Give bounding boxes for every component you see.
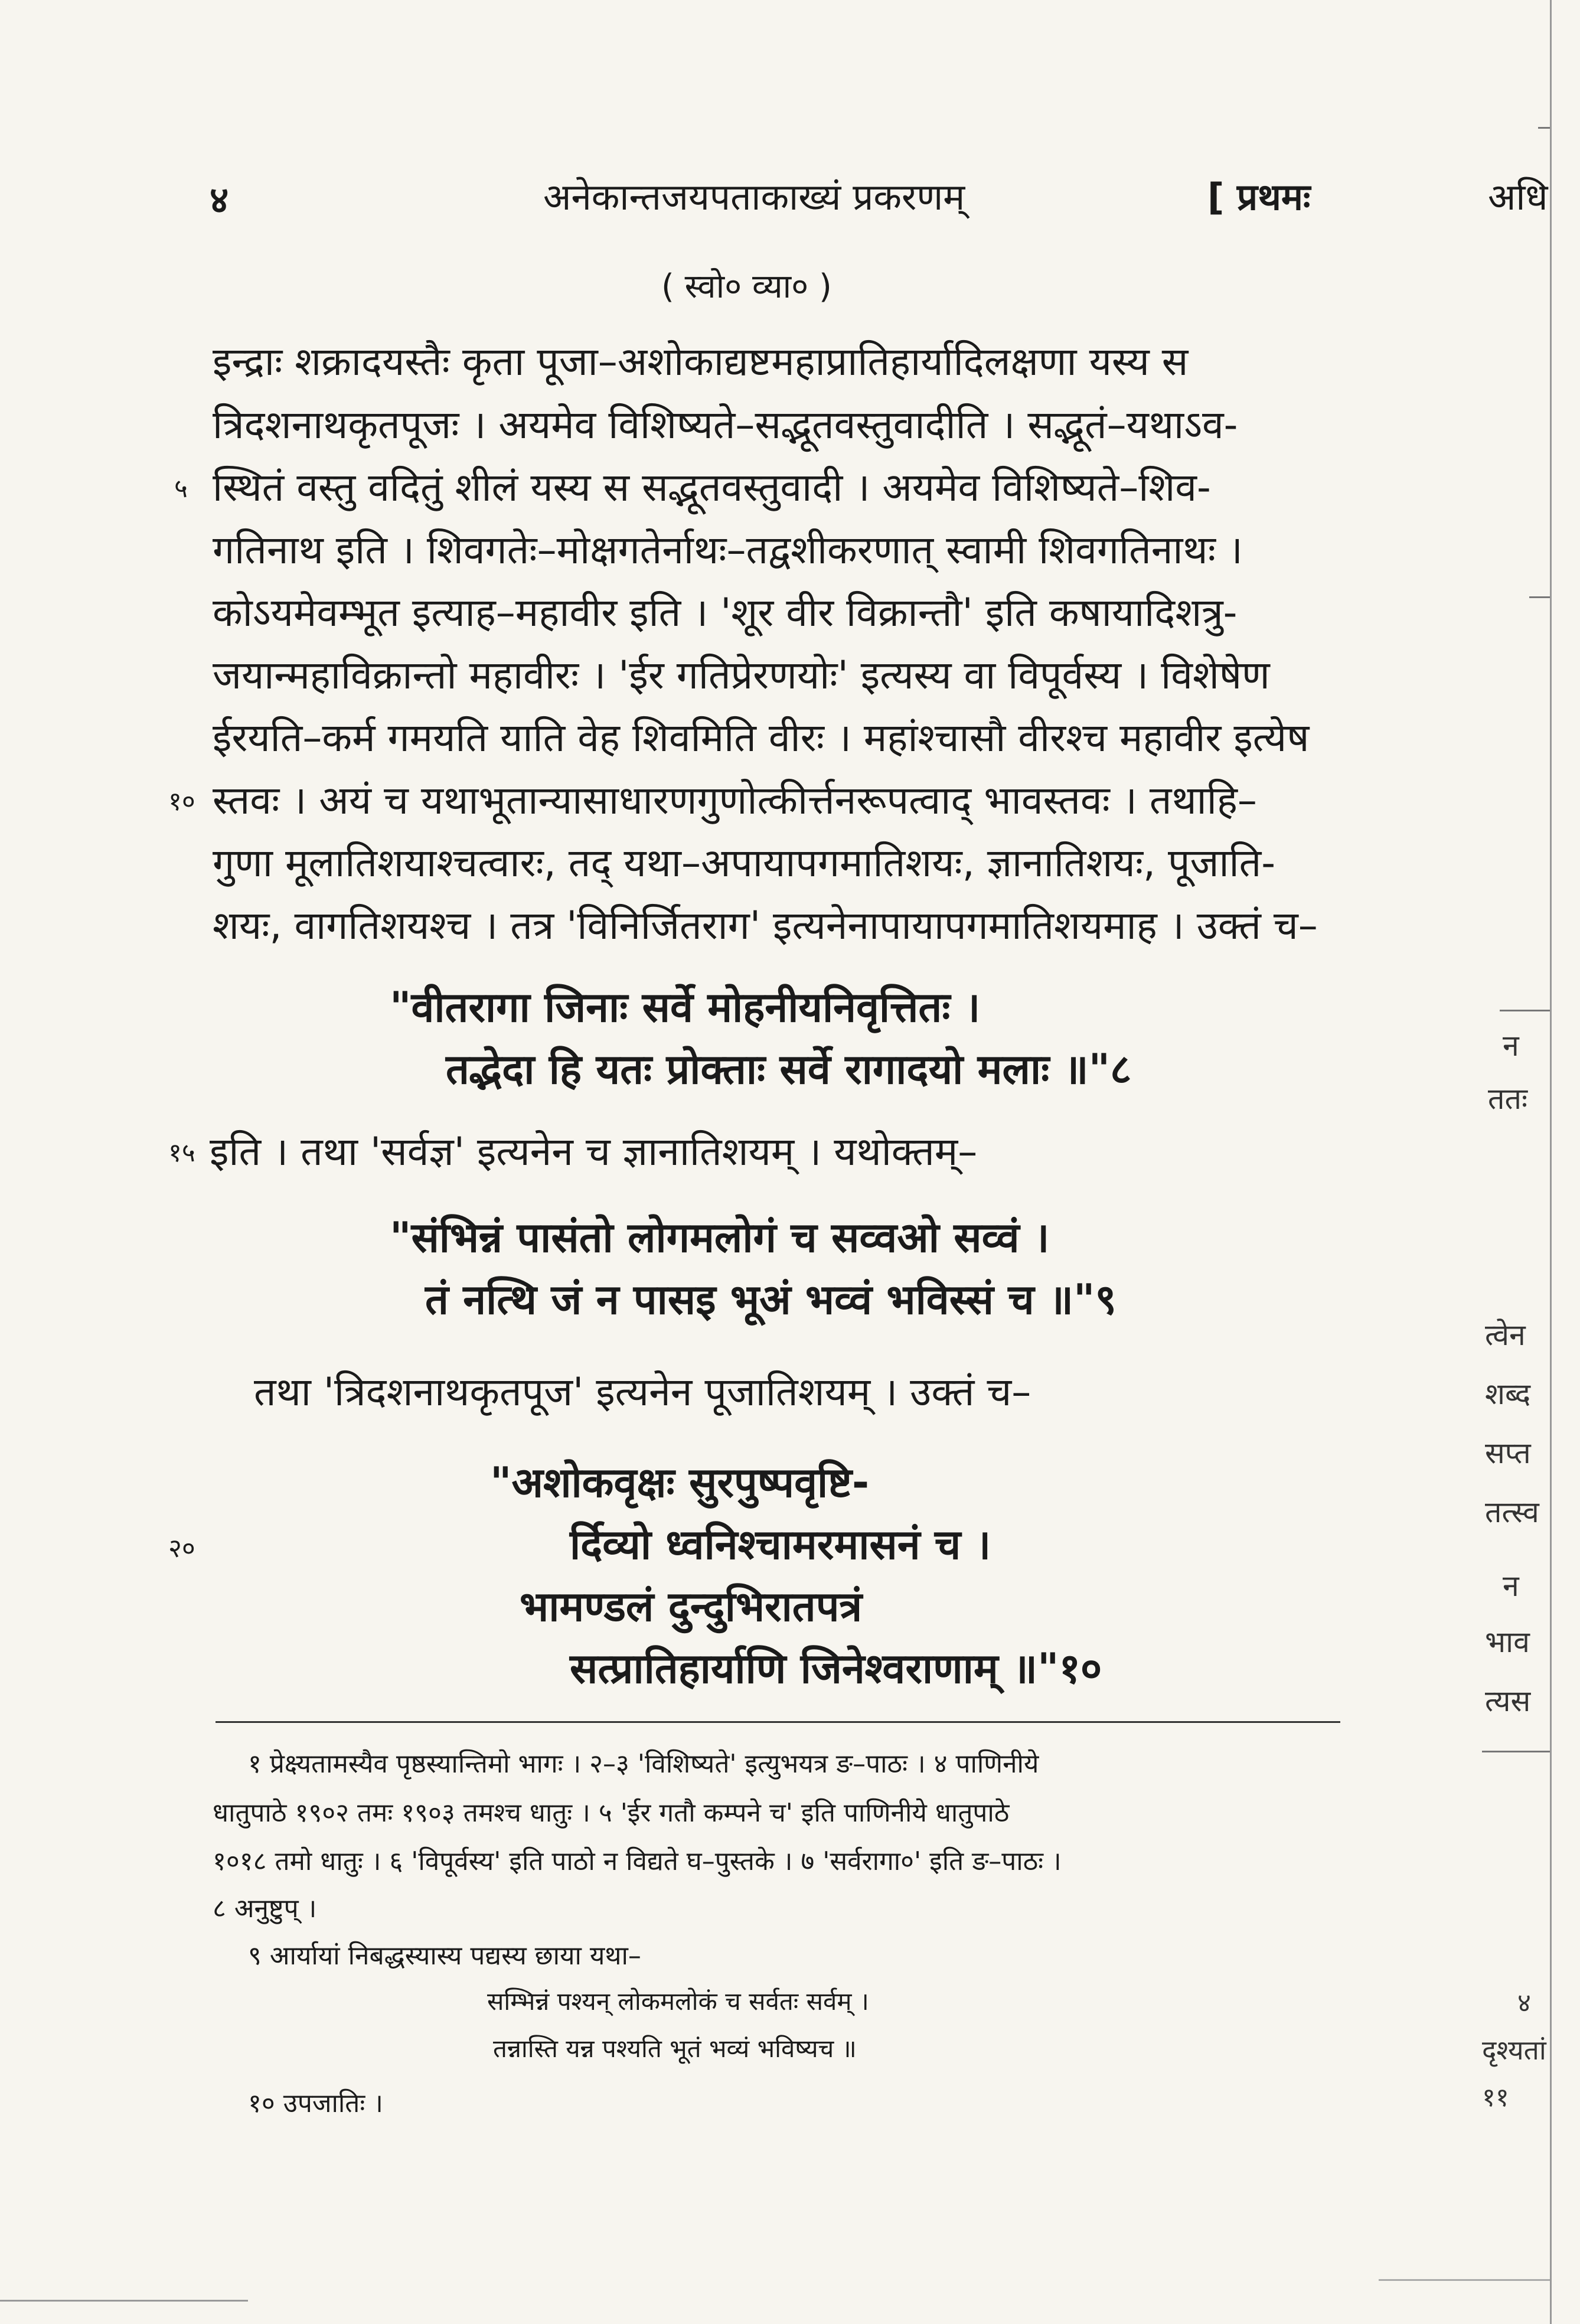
- margin-dash: [1482, 1751, 1550, 1752]
- margin-text-8: भाव: [1485, 1625, 1530, 1659]
- body-line-9: गुणा मूलातिशयाश्चत्वारः, तद् यथा–अपायापगमातिशयः, ज्ञानातिशयः, पूजाति-: [213, 840, 1276, 886]
- verse3-line2: र्दिव्यो ध्वनिश्चामरमासनं च ।: [570, 1520, 991, 1569]
- footnote-line-2: धातुपाठे १९०२ तमः १९०३ तमश्च धातुः । ५ 'ईर गतौ कम्पने च' इति पाणिनीये धातुपाठे: [213, 1798, 1010, 1828]
- verse1-line2: तद्भेदा हि यतः प्रोक्ताः सर्वे रागादयो मलाः ॥"८: [446, 1045, 1132, 1094]
- body-line-4: गतिनाथ इति । शिवगतेः–मोक्षगतेर्नाथः–तद्वशीकरणात् स्वामी शिवगतिनाथः ।: [213, 527, 1243, 573]
- body-line-2: त्रिदशनाथकृतपूजः । अयमेव विशिष्यते–सद्भूतवस्तुवादीति । सद्भूतं–यथाऽव-: [213, 402, 1238, 448]
- margin-text-6: तत्स्व: [1485, 1495, 1539, 1529]
- body-line-7: ईरयति–कर्म गमयति याति वेह शिवमिति वीरः । महांश्चासौ वीरश्च महावीर इत्येष: [213, 715, 1310, 760]
- line-number-10: १०: [168, 786, 195, 817]
- verse3-line4: सत्प्रातिहार्याणि जिनेश्वराणाम् ॥"१०: [570, 1644, 1102, 1693]
- body-line-15: इति । तथा 'सर्वज्ञ' इत्यनेन च ज्ञानातिशयम् । यथोक्तम्–: [210, 1129, 978, 1174]
- margin-text-4: शब्द: [1485, 1377, 1531, 1411]
- margin-text-11: दृश्यतां: [1482, 2034, 1546, 2066]
- footnote-line-3: १०१८ तमो धातुः । ६ 'विपूर्वस्य' इति पाठो न विद्यते घ–पुस्तके । ७ 'सर्वरागा०' इति ङ–पाठः ।: [213, 1846, 1062, 1876]
- verse3-line3: भामण्डलं दुन्दुभिरातपत्रं: [520, 1582, 863, 1631]
- margin-text-5: सप्त: [1485, 1436, 1531, 1470]
- verse3-line1: "अशोकवृक्षः सुरपुष्पवृष्टि-: [490, 1458, 870, 1507]
- footnote-line-1: १ प्रेक्ष्यतामस्यैव पृष्ठस्यान्तिमो भागः । २–३ 'विशिष्यते' इत्युभयत्र ङ–पाठः । ४ पाणिनीये: [248, 1749, 1039, 1779]
- line-number-20: २०: [168, 1533, 195, 1564]
- body-line-17: तथा 'त्रिदशनाथकृतपूज' इत्यनेन पूजातिशयम् । उक्तं च–: [254, 1369, 1031, 1415]
- margin-text-2: ततः: [1488, 1082, 1528, 1116]
- margin-cut-text: अधि: [1488, 175, 1548, 218]
- margin-text-3: त्वेन: [1485, 1318, 1526, 1352]
- margin-text-12: ११: [1482, 2083, 1509, 2113]
- margin-dash: [1529, 596, 1550, 598]
- page-number: ४: [210, 178, 229, 221]
- margin-text-9: त्यस: [1485, 1684, 1531, 1718]
- line-number-15: १५: [168, 1138, 195, 1168]
- margin-text-7: न: [1503, 1569, 1519, 1603]
- margin-text-1: न: [1503, 1029, 1519, 1063]
- line-number-5: ५: [174, 474, 188, 504]
- footnote-line-4: ८ अनुष्टुप् ।: [213, 1894, 317, 1924]
- subheading: ( स्वो० व्या० ): [661, 267, 832, 306]
- body-line-6: जयान्महाविक्रान्तो महावीरः । 'ईर गतिप्रेरणयोः' इत्यस्य वा विपूर्वस्य । विशेषेण: [213, 652, 1270, 698]
- margin-text-10: ४: [1517, 1988, 1531, 2018]
- footnote-line-5: ९ आर्यायां निबद्धस्यास्य पद्यस्य छाया यथा–: [248, 1941, 641, 1971]
- body-line-1: इन्द्राः शक्रादयस्तैः कृता पूजा–अशोकाद्यष्टमहाप्रातिहार्यादिलक्षणा यस्य स: [213, 339, 1189, 384]
- section-label: [ प्रथमः: [1207, 175, 1311, 218]
- margin-dash: [1500, 1010, 1550, 1011]
- verse2-line1: "संभिन्नं पासंतो लोगमलोगं च सव्वओ सव्वं ।: [390, 1213, 1050, 1262]
- footnote-line-8: १० उपजातिः ।: [248, 2088, 383, 2119]
- bottom-dash: [0, 2300, 248, 2302]
- footnote-chaya-2: तन्नास्ति यन्न पश्यति भूतं भव्यं भविष्यच ॥: [493, 2034, 857, 2063]
- body-line-5: कोऽयमेवम्भूत इत्याह–महावीर इति । 'शूर वीर विक्रान्तौ' इति कषायादिशत्रु-: [213, 590, 1238, 635]
- footnote-rule: [216, 1721, 1340, 1723]
- footnote-chaya-1: सम्भिन्नं पश्यन् लोकमलोकं च सर्वतः सर्वम् ।: [487, 1987, 869, 2016]
- page-title: अनेकान्तजयपताकाख्यं प्रकरणम्: [543, 175, 965, 218]
- verse2-line2: तं नत्थि जं न पासइ भूअं भव्वं भविस्सं च ॥"९: [425, 1275, 1117, 1324]
- page-edge-line: [1550, 0, 1552, 2324]
- body-line-3: स्थितं वस्तु वदितुं शीलं यस्य स सद्भूतवस्तुवादी । अयमेव विशिष्यते–शिव-: [213, 465, 1211, 510]
- margin-dash: [1379, 2279, 1550, 2281]
- body-line-8: स्तवः । अयं च यथाभूतान्यासाधारणगुणोत्कीर्त्तनरूपत्वाद् भावस्तवः । तथाहि–: [213, 778, 1257, 823]
- margin-dash: [1538, 127, 1550, 129]
- verse1-line1: "वीतरागा जिनाः सर्वे मोहनीयनिवृत्तितः ।: [390, 983, 981, 1032]
- body-line-10: शयः, वागतिशयश्च । तत्र 'विनिर्जितराग' इत्यनेनापायापगमातिशयमाह । उक्तं च–: [213, 903, 1318, 948]
